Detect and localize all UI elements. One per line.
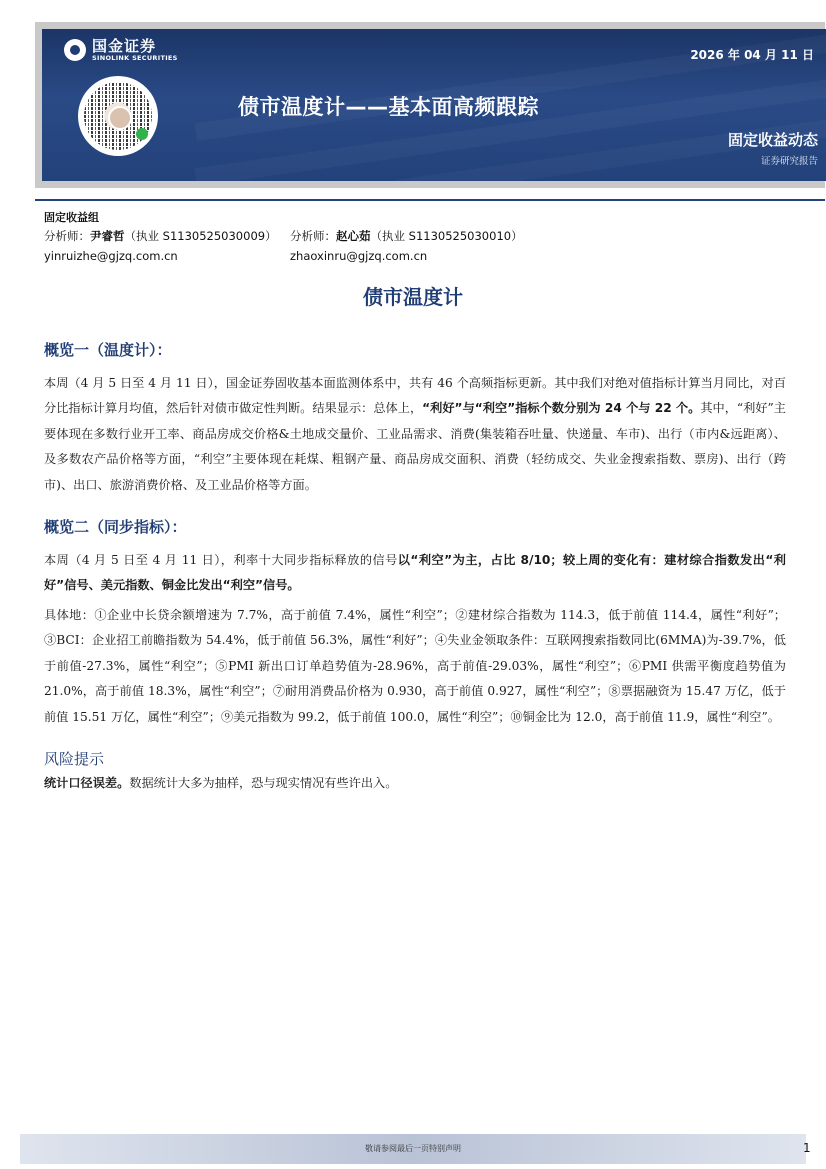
report-banner: [42, 29, 826, 181]
report-title: 债市温度计——基本面高频跟踪: [238, 95, 539, 119]
analyst-1: [44, 228, 290, 244]
analyst-label: 分析师：: [44, 229, 90, 243]
team-name: 固定收益组: [44, 211, 99, 224]
paragraph-highlight: “利好”与“利空”指标个数分别为 24 个与 22 个。: [422, 401, 701, 416]
paragraph-text: 本周（4 月 5 日至 4 月 11 日），国金证券固收基本面监测体系中，共有 46 个高频指标更新。其中我们对绝对值指标计算当月同比，对百分比指标计算月均值，然后针对债市做定性判断。结果显示：总体上，: [44, 376, 786, 416]
analyst-2: [290, 228, 550, 244]
logo-icon: [64, 39, 86, 61]
overview2-details: 具体地：①企业中长贷余额增速为 7.7%，高于前值 7.4%，属性“利空”；②建材综合指数为 114.3，低于前值 114.4，属性“利好”；③BCI：企业招工前瞻指数为 54.4%，低于前值 56.3%，属性“利好”；④失业金领取条件：互联网搜索指数同比(6MMA)为-39.7%，低于前值-27.3%，属性“利空”；⑤PMI 新出口订单趋势值为-28.96%，高于前值-29.03%，属性“利空”；⑥PMI 供需平衡度趋势值为 21.0%，高于前值 18.3%，属性“利空”；⑦耐用消费品价格为 0.930，高于前值 0.927，属性“利空”；⑧票据融资为 15.47 万亿，低于前值 15.51 万亿，属性“利空”；⑨美元指数为 99.2，低于前值 100.0，属性“利空”；⑩铜金比为 12.0，高于前值 11.9，属性“利空”。: [44, 608, 786, 724]
analyst-license: （执业 S1130525030009）: [124, 229, 277, 243]
analyst-license: （执业 S1130525030010）: [370, 229, 523, 243]
logo-name-en: SINOLINK SECURITIES: [92, 54, 178, 62]
risk-highlight: 统计口径误差。: [44, 776, 130, 790]
mini-program-icon: [136, 128, 148, 140]
paragraph-text: 本周（4 月 5 日至 4 月 11 日），利率十大同步指标释放的信号: [44, 553, 398, 567]
page-footer: [20, 1134, 806, 1164]
page-title: 债市温度计: [363, 285, 463, 309]
analyst-block: [44, 209, 550, 263]
company-logo: [64, 38, 178, 62]
analyst-name: 尹睿哲: [90, 229, 125, 243]
qr-center-logo: [108, 106, 132, 130]
report-type: 证券研究报告: [760, 156, 818, 167]
paragraph-highlight: 以“利空”为主，占比 8/10；较上周的变化有：建材综合指数发出“利好”信号、美元指数、铜金比发出“利空”信号。: [44, 553, 786, 593]
analyst-label: 分析师：: [290, 229, 336, 243]
page-number: 1: [803, 1141, 811, 1155]
report-category: 固定收益动态: [727, 131, 818, 149]
logo-name-cn: 国金证券: [92, 37, 157, 55]
paragraph-text: 其中，“利好”主要体现在多数行业开工率、商品房成交价格&土地成交量价、工业品需求、消费(集装箱吞吐量、快递量、车市)、出行（市内&远距离）、及多数农产品价格等方面，“利空”主要体现在耗煤、粗钢产量、商品房成交面积、消费（轻纺成交、失业金搜索指数、票房)、出行（跨市)、出口、旅游消费价格、及工业品价格等方面。: [44, 401, 786, 492]
risk-text: 数据统计大多为抽样，恐与现实情况有些许出入。: [129, 776, 398, 790]
section-heading-risk: 风险提示: [44, 750, 105, 768]
overview2-summary: [44, 548, 786, 599]
analyst-1-email[interactable]: yinruizhe@gjzq.com.cn: [44, 249, 178, 263]
section-heading-overview1: 概览一（温度计）：: [44, 341, 172, 359]
risk-paragraph: [44, 771, 786, 796]
analyst-row: [44, 228, 550, 244]
qr-code-icon: [78, 76, 158, 156]
report-date: 2026 年 04 月 11 日: [690, 48, 814, 62]
analyst-2-email[interactable]: zhaoxinru@gjzq.com.cn: [290, 249, 428, 263]
overview1-paragraph: [44, 371, 786, 498]
disclaimer-note: 敬请参阅最后一页特别声明: [365, 1144, 461, 1153]
analyst-name: 赵心茹: [336, 229, 371, 243]
section-heading-overview2: 概览二（同步指标）：: [44, 518, 187, 536]
email-row: [44, 247, 550, 263]
header-divider: [35, 199, 825, 201]
